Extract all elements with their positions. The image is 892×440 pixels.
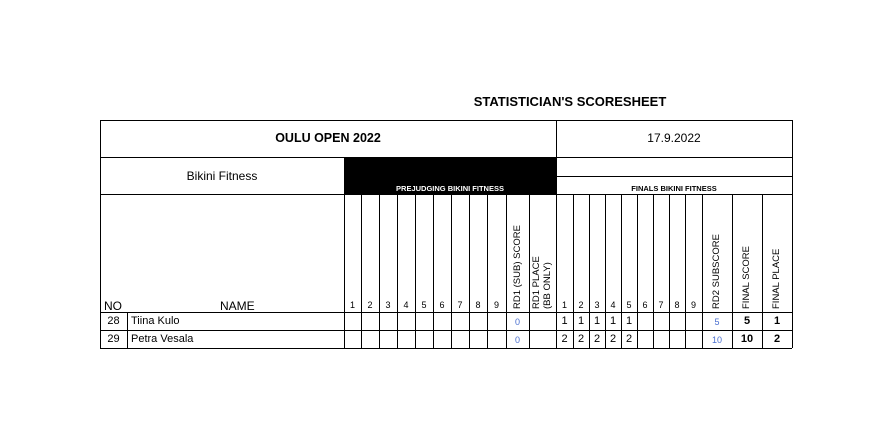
finals-judge-1: 1	[561, 300, 567, 310]
finals-judge-score: 2	[561, 333, 568, 345]
final-place-value: 2	[773, 333, 781, 345]
prejudge-judge-3: 3	[385, 300, 391, 310]
rd2-subscore-value: 10	[711, 335, 722, 345]
competitor-name: Petra Vesala	[131, 333, 194, 345]
finals-judge-score: 2	[577, 333, 585, 345]
finals-judge-score: 1	[625, 315, 633, 327]
prejudge-judge-2: 2	[367, 300, 373, 310]
prejudge-judge-4: 4	[403, 300, 409, 310]
rd1-score-value: 0	[514, 317, 520, 327]
final-score-value: 5	[743, 315, 751, 327]
rd1-place-header: RD1 PLACE	[531, 256, 542, 309]
competitor-number: 29	[107, 333, 120, 345]
rd1-score-header: RD1 (SUB) SCORE	[512, 225, 523, 309]
finals-judge-score: 2	[593, 333, 601, 345]
prejudge-judge-8: 8	[475, 300, 481, 310]
prejudge-judge-9: 9	[493, 300, 499, 310]
competitor-name: Tiina Kulo	[131, 315, 180, 327]
final-score-header: FINAL SCORE	[741, 246, 752, 309]
finals-judge-6: 6	[642, 300, 648, 310]
rd2-subscore-value: 5	[714, 317, 720, 327]
sheet-title: STATISTICIAN'S SCORESHEET	[473, 94, 667, 109]
event-name: OULU OPEN 2022	[275, 131, 381, 145]
finals-judge-5: 5	[626, 300, 632, 310]
finals-header: FINALS BIKINI FITNESS	[631, 184, 717, 193]
rd1-place-note: (BB ONLY)	[542, 262, 553, 309]
finals-judge-8: 8	[674, 300, 680, 310]
finals-judge-3: 3	[594, 300, 600, 310]
column-no: NO	[104, 299, 122, 313]
category-label: Bikini Fitness	[186, 169, 258, 183]
rd2-subscore-header: RD2 SUBSCORE	[711, 234, 722, 309]
competitor-number: 28	[107, 315, 120, 327]
finals-judge-score: 2	[609, 333, 617, 345]
finals-judge-score: 1	[609, 315, 617, 327]
prejudge-judge-7: 7	[457, 300, 463, 310]
finals-judge-7: 7	[658, 300, 664, 310]
final-place-header: FINAL PLACE	[771, 248, 782, 309]
finals-judge-2: 2	[578, 300, 584, 310]
final-place-value: 1	[773, 315, 781, 327]
finals-judge-score: 1	[593, 315, 601, 327]
finals-judge-9: 9	[690, 300, 696, 310]
finals-judge-4: 4	[610, 300, 616, 310]
prejudging-header: PREJUDGING BIKINI FITNESS	[396, 184, 504, 193]
final-score-value: 10	[740, 333, 754, 345]
finals-judge-score: 1	[561, 315, 568, 327]
prejudge-judge-6: 6	[439, 300, 445, 310]
finals-judge-score: 1	[577, 315, 585, 327]
prejudge-judge-5: 5	[421, 300, 427, 310]
finals-judge-score: 2	[625, 333, 633, 345]
event-date: 17.9.2022	[647, 131, 701, 145]
column-name: NAME	[220, 299, 255, 313]
prejudge-judge-1: 1	[349, 300, 355, 310]
rd1-score-value: 0	[514, 335, 520, 345]
